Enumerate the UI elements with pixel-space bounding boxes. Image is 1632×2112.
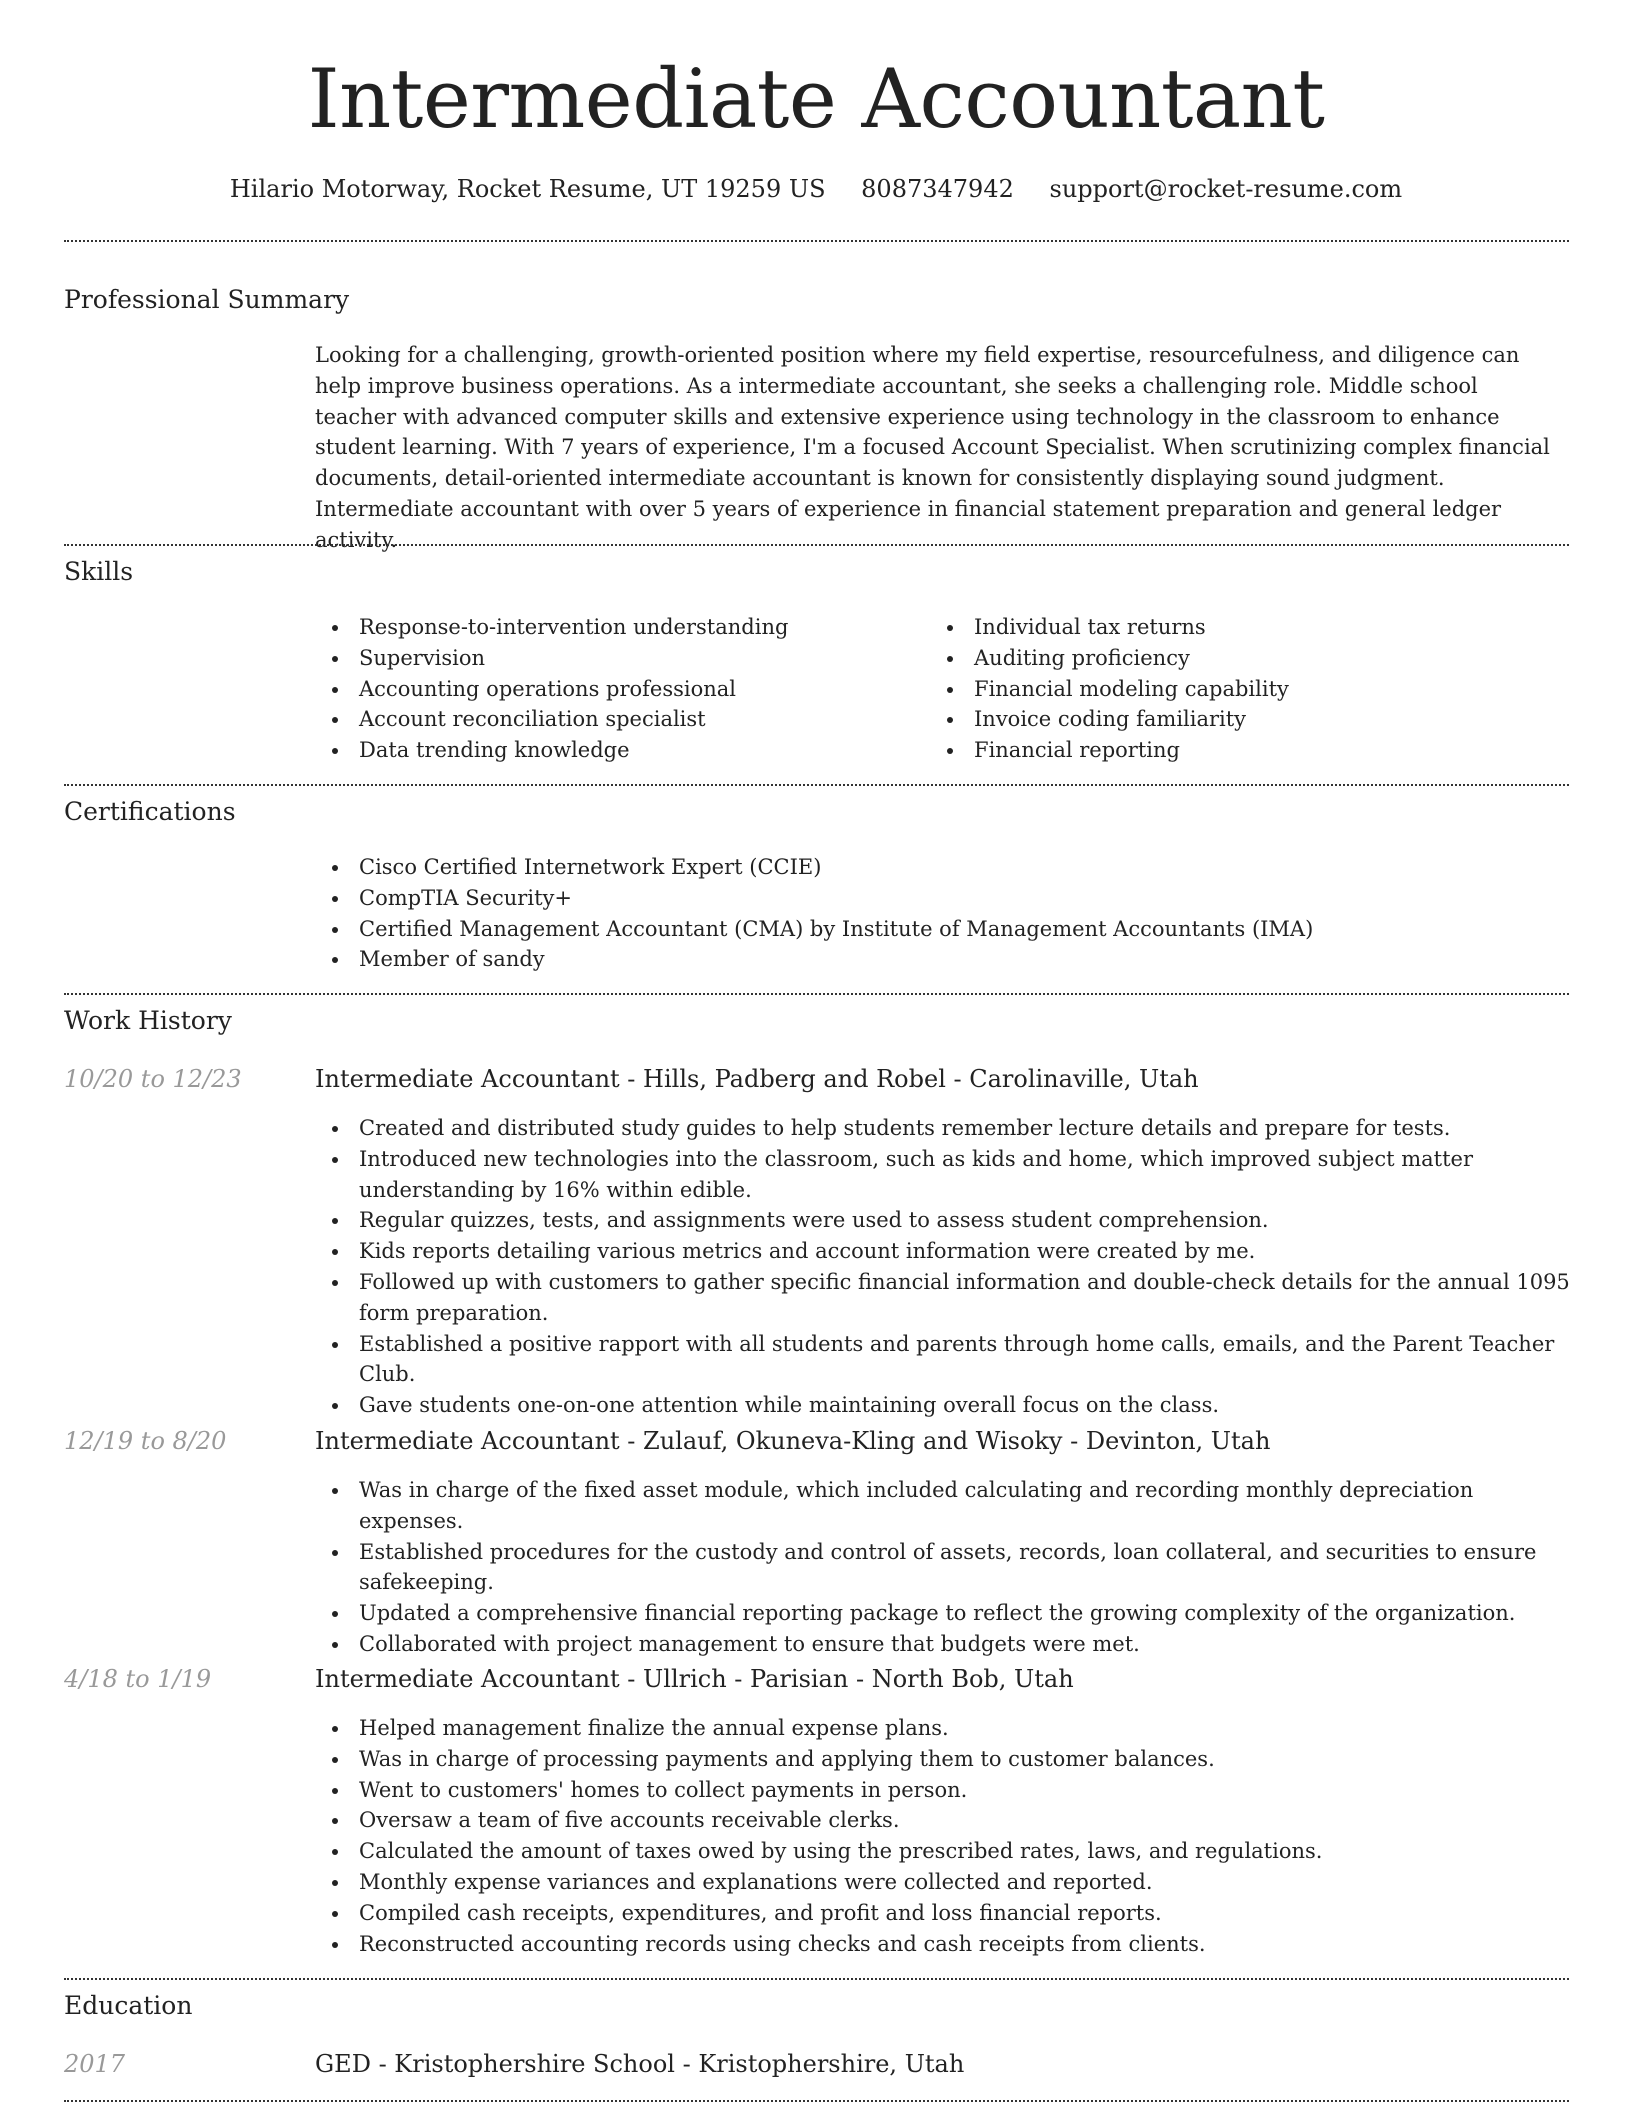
- skills-list-left: [315, 612, 925, 766]
- education-year: 2017: [64, 2050, 126, 2078]
- list-item: Kids reports detailing various metrics and account information were created by me.: [315, 1236, 1570, 1267]
- list-item: Collaborated with project management to ensure that budgets were met.: [315, 1629, 1570, 1660]
- list-item: Went to customers' homes to collect payments in person.: [315, 1775, 1570, 1806]
- list-item: Oversaw a team of five accounts receivable clerks.: [315, 1805, 1570, 1836]
- certifications-list: [315, 852, 1570, 975]
- list-item: Regular quizzes, tests, and assignments were used to assess student comprehension.: [315, 1205, 1570, 1236]
- list-item: Account reconciliation specialist: [315, 704, 925, 735]
- list-item: Auditing proficiency: [930, 643, 1540, 674]
- job-title: Intermediate Accountant - Zulauf, Okuneva-Kling and Wisoky - Devinton, Utah: [315, 1427, 1271, 1455]
- list-item: Accounting operations professional: [315, 674, 925, 705]
- contact-address: Hilario Motorway, Rocket Resume, UT 19259 US: [229, 175, 826, 203]
- job-bullets: [315, 1113, 1570, 1421]
- section-title-certifications: Certifications: [64, 797, 236, 826]
- job-title: Intermediate Accountant - Ullrich - Parisian - North Bob, Utah: [315, 1665, 1074, 1693]
- divider: [64, 1978, 1569, 1980]
- job-title: Intermediate Accountant - Hills, Padberg and Robel - Carolinaville, Utah: [315, 1065, 1199, 1093]
- job-dates: 10/20 to 12/23: [64, 1065, 242, 1093]
- list-item: Updated a comprehensive financial reporting package to reflect the growing complexity of the organization.: [315, 1598, 1570, 1629]
- list-item: Response-to-intervention understanding: [315, 612, 925, 643]
- job-dates: 4/18 to 1/19: [64, 1665, 212, 1693]
- list-item: Calculated the amount of taxes owed by using the prescribed rates, laws, and regulations.: [315, 1836, 1570, 1867]
- skills-list-right: [930, 612, 1540, 766]
- contact-phone: 8087347942: [861, 175, 1014, 203]
- divider: [64, 784, 1569, 786]
- contact-line: [0, 172, 1632, 206]
- list-item: Helped management finalize the annual expense plans.: [315, 1713, 1570, 1744]
- list-item: Supervision: [315, 643, 925, 674]
- job-bullets: [315, 1713, 1570, 1959]
- list-item: Was in charge of processing payments and applying them to customer balances.: [315, 1744, 1570, 1775]
- list-item: Created and distributed study guides to help students remember lecture details and prepare for tests.: [315, 1113, 1570, 1144]
- divider: [64, 240, 1569, 242]
- section-title-education: Education: [64, 1991, 193, 2020]
- divider: [64, 993, 1569, 995]
- job-dates: 12/19 to 8/20: [64, 1427, 227, 1455]
- list-item: Member of sandy: [315, 944, 1570, 975]
- contact-email: support@rocket-resume.com: [1049, 175, 1403, 203]
- list-item: Monthly expense variances and explanations were collected and reported.: [315, 1867, 1570, 1898]
- section-title-work-history: Work History: [64, 1006, 232, 1035]
- list-item: Compiled cash receipts, expenditures, and profit and loss financial reports.: [315, 1898, 1570, 1929]
- list-item: Established a positive rapport with all students and parents through home calls, emails, and the Parent Teacher Club.: [315, 1329, 1570, 1391]
- summary-text: Looking for a challenging, growth-oriented position where my field expertise, resourcefulness, and diligence can help improve business operations. As a intermediate accountant, she seeks a challenging role. Middle school teacher with advanced computer skills and extensive experience using technology in the classroom to enhance student learning. With 7 years of experience, I'm a focused Account Specialist. When scrutinizing complex financial documents, detail-oriented intermediate accountant is known for consistently displaying sound judgment. Intermediate accountant with over 5 years of experience in financial statement preparation and general ledger activity.: [315, 343, 1550, 552]
- list-item: Data trending knowledge: [315, 735, 925, 766]
- list-item: Invoice coding familiarity: [930, 704, 1540, 735]
- list-item: CompTIA Security+: [315, 883, 1570, 914]
- list-item: Certified Management Accountant (CMA) by Institute of Management Accountants (IMA): [315, 914, 1570, 945]
- divider: [64, 2100, 1569, 2102]
- list-item: Reconstructed accounting records using checks and cash receipts from clients.: [315, 1929, 1570, 1960]
- list-item: Followed up with customers to gather specific financial information and double-check details for the annual 1095 form preparation.: [315, 1267, 1570, 1329]
- list-item: Cisco Certified Internetwork Expert (CCIE): [315, 852, 1570, 883]
- resume-name: Intermediate Accountant: [307, 53, 1325, 147]
- list-item: Introduced new technologies into the classroom, such as kids and home, which improved subject matter understanding by 16% within edible.: [315, 1144, 1570, 1206]
- list-item: Was in charge of the fixed asset module, which included calculating and recording monthly depreciation expenses.: [315, 1475, 1570, 1537]
- job-bullets: [315, 1475, 1570, 1660]
- education-entry: GED - Kristophershire School - Kristophershire, Utah: [315, 2050, 965, 2078]
- list-item: Established procedures for the custody and control of assets, records, loan collateral, and securities to ensure safekeeping.: [315, 1537, 1570, 1599]
- section-title-skills: Skills: [64, 557, 134, 586]
- list-item: Individual tax returns: [930, 612, 1540, 643]
- list-item: Gave students one-on-one attention while maintaining overall focus on the class.: [315, 1390, 1570, 1421]
- divider: [64, 544, 1569, 546]
- list-item: Financial modeling capability: [930, 674, 1540, 705]
- section-title-summary: Professional Summary: [64, 285, 350, 314]
- list-item: Financial reporting: [930, 735, 1540, 766]
